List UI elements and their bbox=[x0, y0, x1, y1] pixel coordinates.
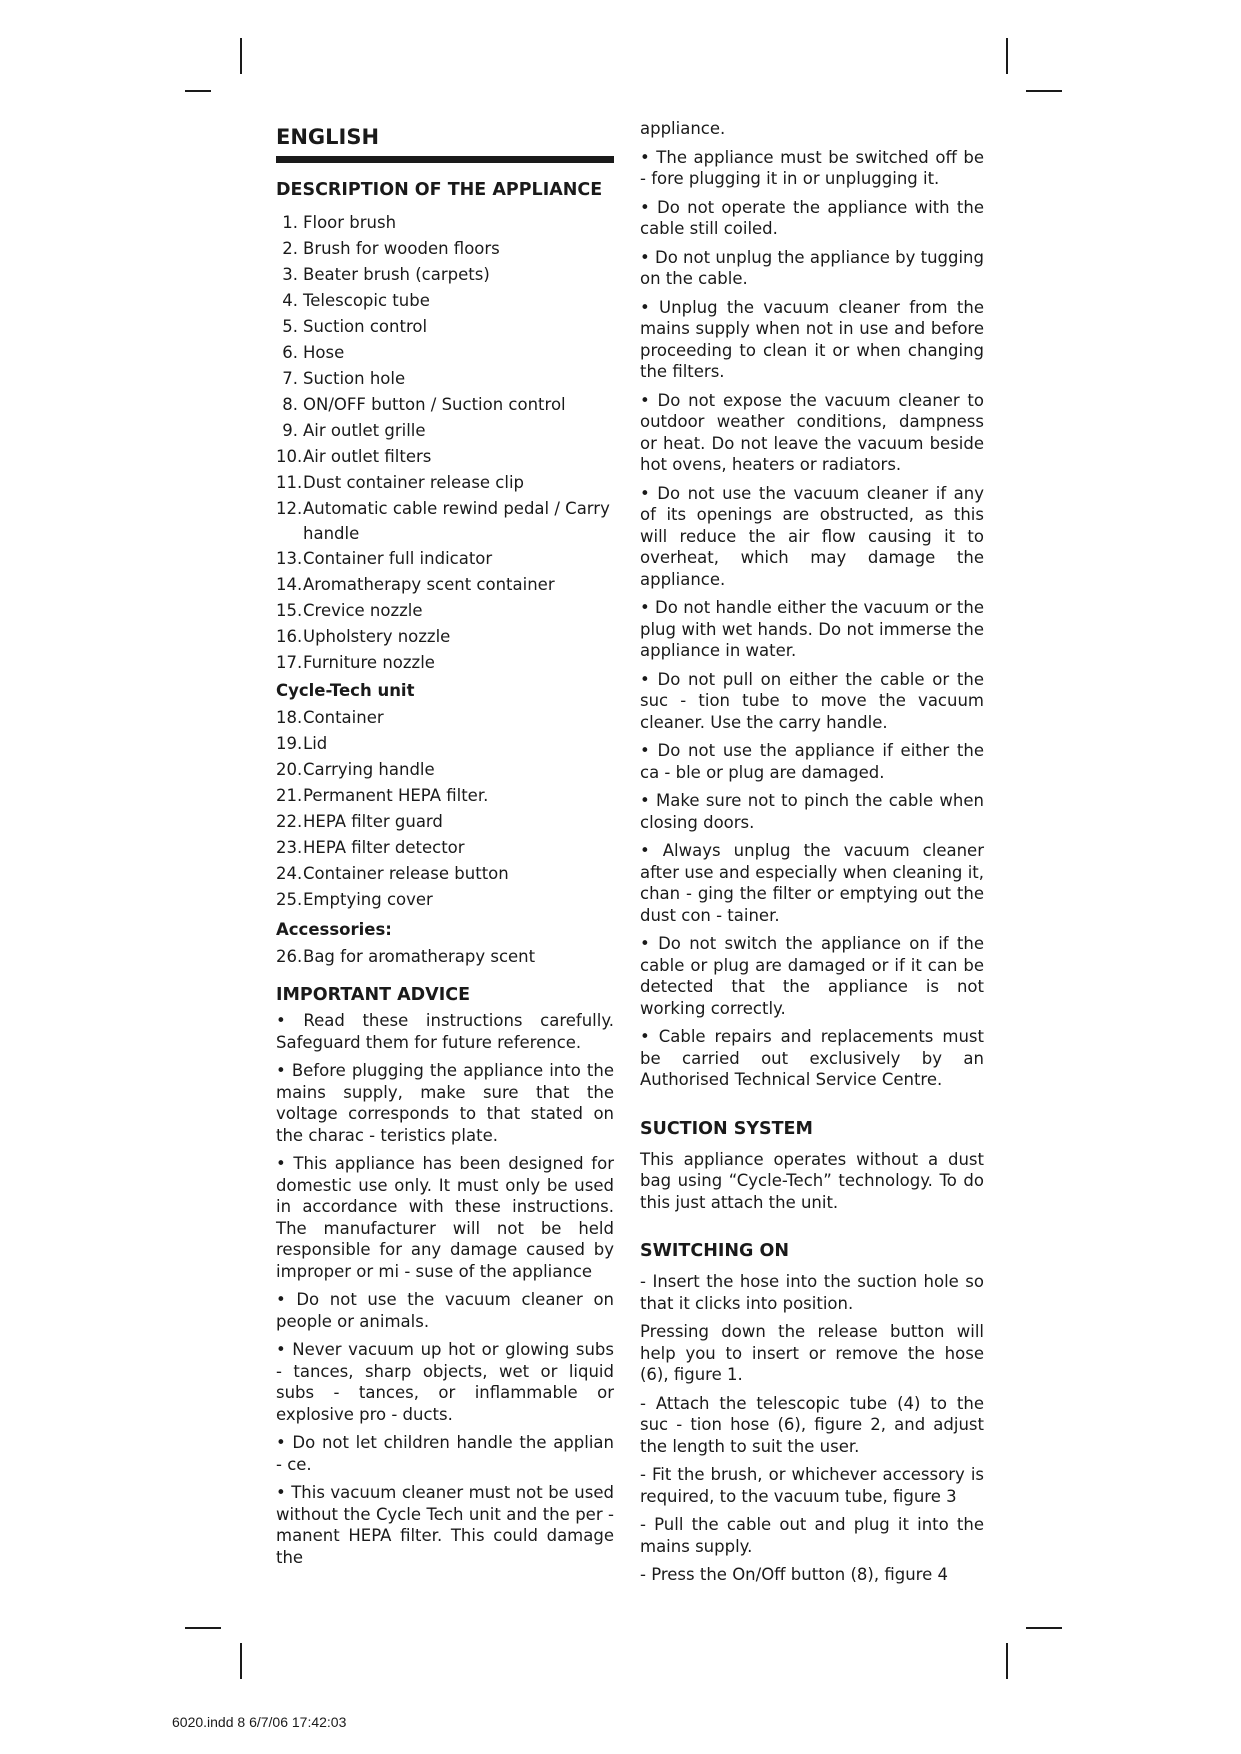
list-item-number: 16. bbox=[276, 627, 303, 646]
list-item bbox=[276, 783, 614, 809]
list-item bbox=[276, 598, 614, 624]
right-column bbox=[640, 118, 984, 1593]
heading-rule bbox=[276, 156, 614, 163]
advice-paragraph: • Do not use the vacuum cleaner if any of its openings are obstructed, as this will reduce the air flow causing it to overheat, which may damage the appliance. bbox=[640, 483, 984, 589]
crop-mark bbox=[1006, 38, 1008, 74]
list-item bbox=[276, 418, 614, 444]
advice-paragraph: • This appliance has been designed for domestic use only. It must only be used in accordance with these instructions. The manufacturer will not be held responsible for any damage caused by improper or mi - suse of the appliance bbox=[276, 1154, 614, 1281]
list-item-number: 11. bbox=[276, 473, 303, 492]
list-item-text: ON/OFF button / Suction control bbox=[303, 395, 566, 414]
list-item-text: Permanent HEPA filter. bbox=[303, 786, 489, 805]
advice-paragraph: • Do not let children handle the applian - ce. bbox=[276, 1433, 614, 1474]
list-item bbox=[276, 546, 614, 572]
list-item-number: 21. bbox=[276, 786, 303, 805]
list-item-number: 25. bbox=[276, 890, 303, 909]
cycle-tech-list bbox=[276, 705, 614, 913]
advice-paragraph: • Unplug the vacuum cleaner from the mains supply when not in use and before proceeding to clean it or when changing the filters. bbox=[640, 297, 984, 381]
list-item-text: Suction control bbox=[303, 317, 428, 336]
instruction-paragraph: - Pull the cable out and plug it into the mains supply. bbox=[640, 1515, 984, 1556]
list-item bbox=[276, 366, 614, 392]
advice-paragraph: • Cable repairs and replacements must be carried out exclusively by an Authorised Technical Service Centre. bbox=[640, 1027, 984, 1089]
crop-mark bbox=[1026, 1627, 1062, 1629]
list-item-number: 5. bbox=[282, 317, 298, 336]
list-item bbox=[276, 340, 614, 366]
accessories-list bbox=[276, 944, 614, 970]
parts-list bbox=[276, 210, 614, 676]
list-item-text: HEPA filter guard bbox=[303, 812, 443, 831]
left-column bbox=[276, 118, 614, 1575]
crop-mark bbox=[240, 38, 242, 74]
list-item-text: Brush for wooden floors bbox=[303, 239, 500, 258]
list-item-number: 8. bbox=[282, 395, 298, 414]
suction-text: This appliance operates without a dust bag using “Cycle-Tech” technology. To do this just attach the unit. bbox=[640, 1149, 984, 1212]
advice-paragraph: • Do not use the appliance if either the ca - ble or plug are damaged. bbox=[640, 741, 984, 782]
advice-paragraph: • Never vacuum up hot or glowing subs - tances, sharp objects, wet or liquid subs - tances, or inflammable or explosive pro - ducts. bbox=[276, 1340, 614, 1424]
list-item-text: Beater brush (carpets) bbox=[303, 265, 490, 284]
list-item-text: Container full indicator bbox=[303, 549, 493, 568]
list-item-number: 14. bbox=[276, 575, 303, 594]
list-item bbox=[276, 887, 614, 913]
list-item-text: Floor brush bbox=[303, 213, 397, 232]
list-item-number: 2. bbox=[282, 239, 298, 258]
advice-paragraph: • Make sure not to pinch the cable when closing doors. bbox=[640, 791, 984, 832]
crop-mark bbox=[185, 90, 211, 92]
list-item bbox=[276, 210, 614, 236]
list-item-text: Suction hole bbox=[303, 369, 406, 388]
list-item-number: 19. bbox=[276, 734, 303, 753]
list-item-number: 12. bbox=[276, 499, 303, 518]
suction-heading: SUCTION SYSTEM bbox=[640, 1118, 813, 1139]
list-item-number: 17. bbox=[276, 653, 303, 672]
advice-paragraph: • Always unplug the vacuum cleaner after use and especially when cleaning it, chan - ging the filter or emptying out the dust con - tainer. bbox=[640, 841, 984, 925]
list-item bbox=[276, 236, 614, 262]
instruction-paragraph: - Fit the brush, or whichever accessory is required, to the vacuum tube, figure 3 bbox=[640, 1465, 984, 1506]
print-footer: 6020.indd 8 6/7/06 17:42:03 bbox=[172, 1714, 347, 1730]
list-item bbox=[276, 392, 614, 418]
accessories-heading: Accessories: bbox=[276, 920, 392, 939]
switching-heading: SWITCHING ON bbox=[640, 1241, 789, 1261]
list-item-number: 23. bbox=[276, 838, 303, 857]
list-item bbox=[276, 444, 614, 470]
list-item-number: 18. bbox=[276, 708, 303, 727]
list-item bbox=[276, 809, 614, 835]
list-item bbox=[276, 288, 614, 314]
language-heading: ENGLISH bbox=[276, 125, 380, 149]
list-item-text: Air outlet grille bbox=[303, 421, 426, 440]
list-item-number: 1. bbox=[282, 213, 298, 232]
crop-mark bbox=[1026, 90, 1062, 92]
advice-paragraph: • Do not handle either the vacuum or the plug with wet hands. Do not immerse the appliance in water. bbox=[640, 598, 984, 660]
list-item-text: Emptying cover bbox=[303, 890, 433, 909]
list-item-text: Carrying handle bbox=[303, 760, 435, 779]
advice-list bbox=[276, 1010, 614, 1568]
list-item bbox=[276, 650, 614, 676]
advice-continued-list bbox=[640, 118, 984, 1091]
switching-list bbox=[640, 1271, 984, 1586]
list-item bbox=[276, 835, 614, 861]
cycle-tech-heading: Cycle-Tech unit bbox=[276, 681, 415, 700]
list-item-number: 22. bbox=[276, 812, 303, 831]
list-item-text: Dust container release clip bbox=[303, 473, 525, 492]
advice-paragraph: • This vacuum cleaner must not be used without the Cycle Tech unit and the per - manent HEPA filter. This could damage the bbox=[276, 1483, 614, 1567]
list-item bbox=[276, 731, 614, 757]
instruction-paragraph: - Insert the hose into the suction hole so that it clicks into position. bbox=[640, 1272, 984, 1313]
advice-paragraph: • Do not expose the vacuum cleaner to outdoor weather conditions, dampness or heat. Do not leave the vacuum beside hot ovens, heaters or radiators. bbox=[640, 390, 984, 474]
advice-paragraph: • Read these instructions carefully. Safeguard them for future reference. bbox=[276, 1011, 614, 1052]
list-item-number: 4. bbox=[282, 291, 298, 310]
list-item-text: Upholstery nozzle bbox=[303, 627, 451, 646]
list-item-text: Furniture nozzle bbox=[303, 653, 435, 672]
list-item bbox=[276, 262, 614, 288]
list-item-number: 15. bbox=[276, 601, 303, 620]
advice-paragraph: • Do not pull on either the cable or the suc - tion tube to move the vacuum cleaner. Use the carry handle. bbox=[640, 669, 984, 732]
advice-paragraph: appliance. bbox=[640, 119, 726, 138]
list-item-text: Crevice nozzle bbox=[303, 601, 423, 620]
instruction-paragraph: Pressing down the release button will help you to insert or remove the hose (6), figure 1. bbox=[640, 1322, 984, 1384]
list-item-number: 7. bbox=[282, 369, 298, 388]
crop-mark bbox=[185, 1627, 221, 1629]
list-item-text: HEPA filter detector bbox=[303, 838, 465, 857]
list-item bbox=[276, 470, 614, 496]
advice-paragraph: • Do not unplug the appliance by tugging on the cable. bbox=[640, 247, 984, 288]
list-item-number: 20. bbox=[276, 760, 303, 779]
list-item-text: Telescopic tube bbox=[303, 291, 430, 310]
list-item-text: Aromatherapy scent container bbox=[303, 575, 555, 594]
list-item-text: Container release button bbox=[303, 864, 509, 883]
list-item bbox=[276, 861, 614, 887]
list-item bbox=[276, 944, 614, 970]
list-item-text: Automatic cable rewind pedal / Carry handle bbox=[303, 499, 610, 543]
advice-paragraph: • Do not operate the appliance with the cable still coiled. bbox=[640, 197, 984, 238]
list-item bbox=[276, 314, 614, 340]
list-item bbox=[276, 757, 614, 783]
list-item-text: Lid bbox=[303, 734, 328, 753]
description-heading: DESCRIPTION OF THE APPLIANCE bbox=[276, 180, 603, 200]
list-item-number: 24. bbox=[276, 864, 303, 883]
list-item-number: 3. bbox=[282, 265, 298, 284]
advice-heading: IMPORTANT ADVICE bbox=[276, 985, 471, 1005]
list-item-text: Container bbox=[303, 708, 384, 727]
instruction-paragraph: - Attach the telescopic tube (4) to the suc - tion hose (6), figure 2, and adjust the length to suit the user. bbox=[640, 1393, 984, 1456]
crop-mark bbox=[240, 1643, 242, 1679]
list-item-text: Hose bbox=[303, 343, 345, 362]
list-item bbox=[276, 496, 614, 546]
list-item-number: 10. bbox=[276, 447, 303, 466]
list-item-number: 9. bbox=[282, 421, 298, 440]
list-item bbox=[276, 705, 614, 731]
advice-paragraph: • Do not use the vacuum cleaner on people or animals. bbox=[276, 1290, 614, 1331]
list-item-number: 6. bbox=[282, 343, 298, 362]
crop-mark bbox=[1006, 1643, 1008, 1679]
list-item bbox=[276, 572, 614, 598]
advice-paragraph: • The appliance must be switched off be - fore plugging it in or unplugging it. bbox=[640, 147, 984, 188]
list-item-number: 13. bbox=[276, 549, 303, 568]
advice-paragraph: • Do not switch the appliance on if the cable or plug are damaged or if it can be detected that the appliance is not working correctly. bbox=[640, 934, 984, 1018]
advice-paragraph: • Before plugging the appliance into the mains supply, make sure that the voltage corresponds to that stated on the charac - teristics plate. bbox=[276, 1061, 614, 1145]
list-item-text: Air outlet filters bbox=[303, 447, 432, 466]
list-item bbox=[276, 624, 614, 650]
list-item-text: Bag for aromatherapy scent bbox=[303, 947, 536, 966]
instruction-paragraph: - Press the On/Off button (8), figure 4 bbox=[640, 1565, 948, 1584]
list-item-number: 26. bbox=[276, 947, 303, 966]
